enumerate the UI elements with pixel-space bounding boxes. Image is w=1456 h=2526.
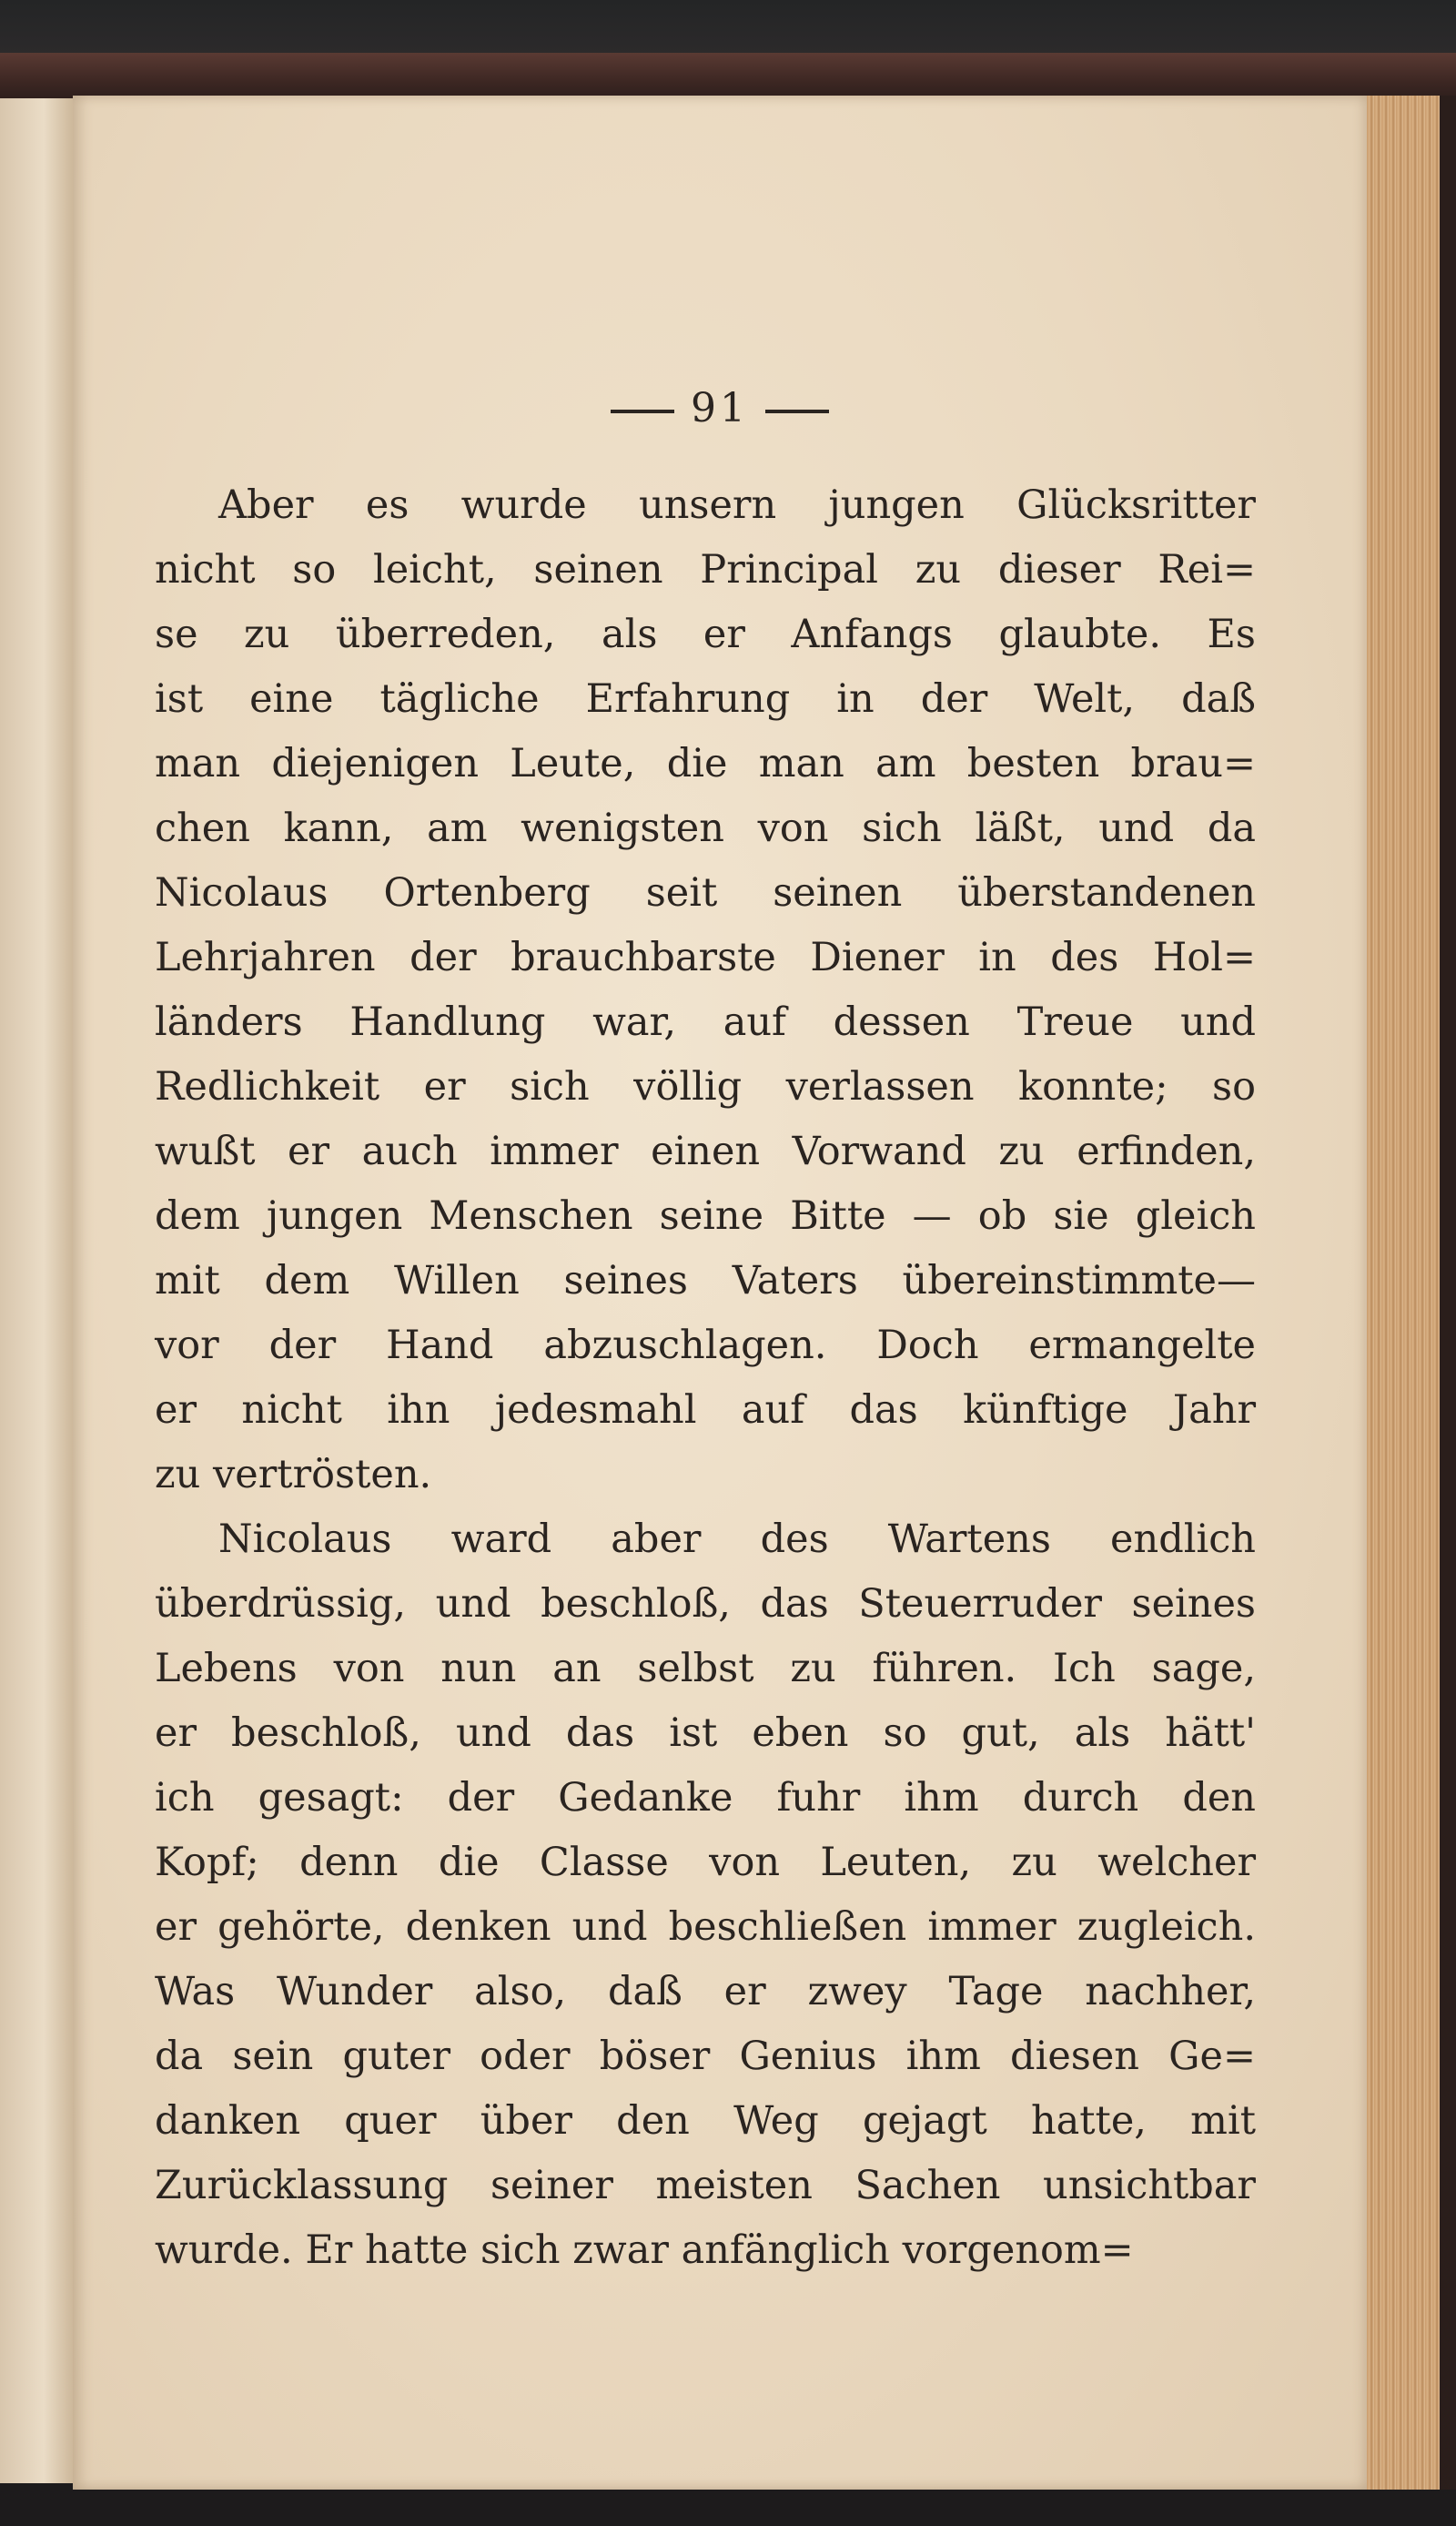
facing-page-edge [0,98,73,2483]
text-line: er gehörte, denken und beschließen immer zugleich. [155,1904,1256,1950]
page-number: 91 [691,385,749,431]
text-line: dem jungen Menschen seine Bitte — ob sie gleich [155,1193,1256,1239]
text-line: Nicolaus Ortenberg seit seinen überstandenen [155,870,1256,916]
book-page [73,96,1367,2490]
text-line: er nicht ihn jedesmahl auf das künftige Jahr [155,1387,1256,1433]
text-line: länders Handlung war, auf dessen Treue und [155,999,1256,1045]
text-line: Lebens von nun an selbst zu führen. Ich sage, [155,1646,1256,1691]
text-line: Lehrjahren der brauchbarste Diener in des Hol= [155,935,1256,980]
text-line: zu vertrösten. [155,1452,432,1497]
paragraph [155,1507,1256,2283]
cover-back-edge [1440,96,1456,2490]
text-line: danken quer über den Weg gejagt hatte, mit [155,2098,1256,2144]
text-line: Zurücklassung seiner meisten Sachen unsichtbar [155,2163,1256,2208]
text-line: Redlichkeit er sich völlig verlassen konnte; so [155,1064,1256,1110]
page-header [73,385,1367,431]
header-dash-right [765,410,829,413]
page-block-edges [1367,96,1440,2490]
text-line: se zu überreden, als er Anfangs glaubte. Es [155,612,1256,657]
paragraph [155,473,1256,1507]
text-line: Aber es wurde unsern jungen Glücksritter [218,482,1256,528]
text-line: Kopf; denn die Classe von Leuten, zu welcher [155,1840,1256,1885]
page-body-text [155,473,1256,2283]
text-line: Was Wunder also, daß er zwey Tage nachher, [155,1969,1256,2014]
header-dash-left [611,410,674,413]
text-line: Nicolaus ward aber des Wartens endlich [218,1517,1256,1562]
text-line: er beschloß, und das ist eben so gut, als hätt' [155,1710,1256,1756]
text-line: man diejenigen Leute, die man am besten brau= [155,741,1256,786]
text-line: mit dem Willen seines Vaters übereinstimmte— [155,1258,1256,1304]
text-line: überdrüssig, und beschloß, das Steuerruder seines [155,1581,1256,1627]
text-line: vor der Hand abzuschlagen. Doch ermangelte [155,1323,1256,1368]
text-line: wurde. Er hatte sich zwar anfänglich vorgenom= [155,2227,1134,2273]
text-line: nicht so leicht, seinen Principal zu dieser Rei= [155,547,1256,593]
text-line: chen kann, am wenigsten von sich läßt, und da [155,806,1256,851]
text-line: da sein guter oder böser Genius ihm diesen Ge= [155,2034,1256,2079]
text-line: ist eine tägliche Erfahrung in der Welt, daß [155,676,1256,722]
text-line: ich gesagt: der Gedanke fuhr ihm durch den [155,1775,1256,1821]
text-line: wußt er auch immer einen Vorwand zu erfinden, [155,1129,1256,1174]
